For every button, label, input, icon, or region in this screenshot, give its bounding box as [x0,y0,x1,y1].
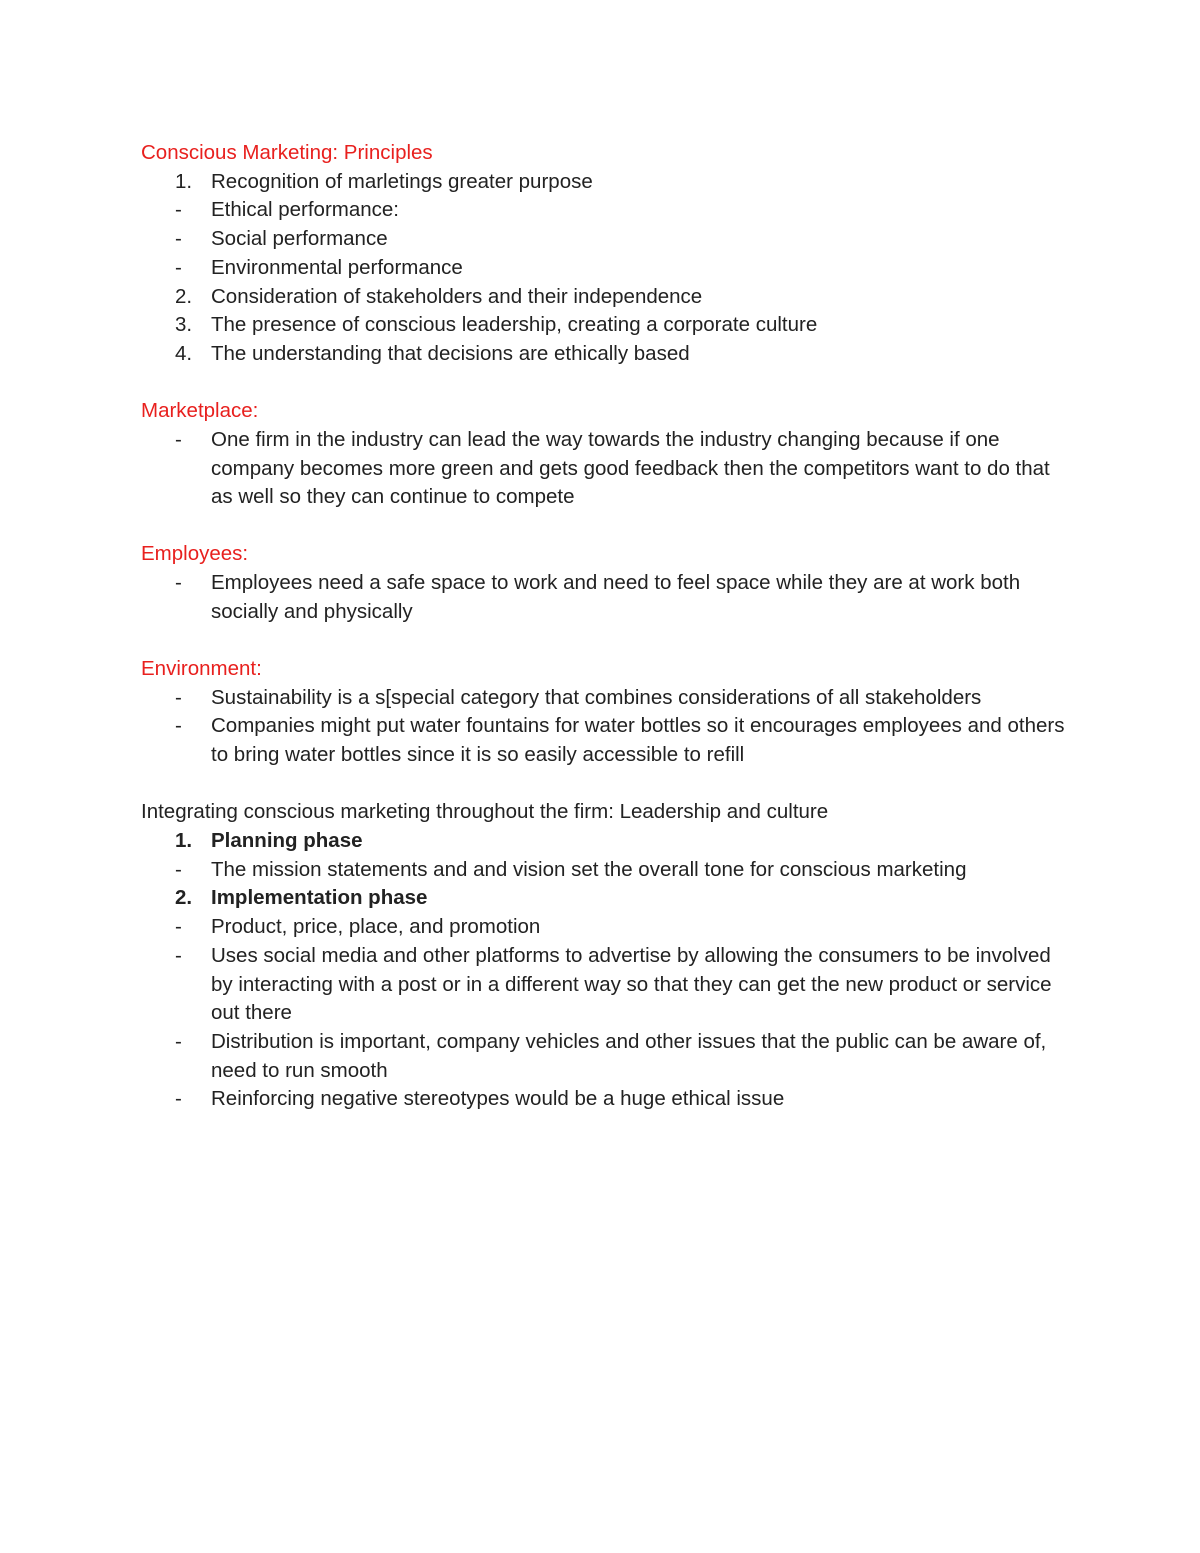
list-marker: - [175,427,182,451]
spacer [141,369,1071,398]
list-item [141,942,1071,1028]
list-item-text: Reinforcing negative stereotypes would be a huge ethical issue [211,1087,785,1111]
list-item-text: Implementation phase [211,886,428,910]
list-item [141,684,1071,713]
list-item [141,856,1071,885]
list-item-text: Sustainability is a s[special category that combines considerations of all stakeholders [211,685,982,709]
list-item-text: One firm in the industry can lead the way towards the industry changing because if one company becomes more green and gets good feedback then the competitors want to do that as well so they can continue to compete [211,427,1050,509]
list-marker: - [175,685,182,709]
list-item [141,168,1071,197]
section-principles [141,139,1071,369]
list-marker: 4. [175,341,193,365]
list-item-text: Employees need a safe space to work and need to feel space while they are at work both socially and physically [211,571,1021,623]
spacer [141,627,1071,656]
list-marker: - [175,255,182,279]
list-marker: - [175,915,182,939]
list-item-text: Planning phase [211,829,363,853]
list-item-text: The mission statements and and vision set the overall tone for conscious marketing [211,857,967,881]
list-marker: 2. [175,284,193,308]
list-item [141,283,1071,312]
document-page [141,139,1071,1114]
list-item-text: Environmental performance [211,255,463,279]
list-marker: - [175,714,182,738]
list-item [141,426,1071,512]
list-item-text: Distribution is important, company vehicles and other issues that the public can be aware of, need to run smooth [211,1029,1047,1082]
list-item [141,884,1071,913]
list-marker: - [175,1029,182,1053]
section-integrating [141,798,1071,1114]
list-item [141,254,1071,283]
list-item [141,1085,1071,1114]
list-marker: 2. [175,886,193,910]
list-marker: - [175,1087,182,1111]
section-heading: Employees: [141,542,249,566]
section-marketplace [141,397,1071,512]
list-marker: - [175,227,182,251]
section-heading: Marketplace: [141,399,259,423]
list-item-text: Companies might put water fountains for water bottles so it encourages employees and others to bring water bottles since it is so easily accessible to refill [211,714,1065,767]
list-item [141,1028,1071,1085]
list-marker: - [175,943,182,967]
list-item-text: Consideration of stakeholders and their independence [211,284,703,308]
spacer [141,512,1071,541]
list-item [141,340,1071,369]
list-item [141,225,1071,254]
list-marker: - [175,857,182,881]
list-item-text: Uses social media and other platforms to advertise by allowing the consumers to be involved by interacting with a post or in a different way so that they can get the new product or service out there [211,943,1052,1025]
list-item-text: Ethical performance: [211,198,400,222]
section-environment [141,655,1071,770]
section-employees [141,540,1071,626]
spacer [141,770,1071,799]
list-item-text: Product, price, place, and promotion [211,915,541,939]
list-marker: - [175,571,182,595]
section-heading: Environment: [141,657,262,681]
list-marker: 3. [175,313,193,337]
list-item [141,311,1071,340]
list-item [141,196,1071,225]
list-item-text: The understanding that decisions are ethically based [211,341,690,365]
list-item-text: Social performance [211,227,388,251]
section-heading: Integrating conscious marketing throughout the firm: Leadership and culture [141,800,829,824]
list-item [141,827,1071,856]
list-marker: - [175,198,182,222]
list-item [141,569,1071,626]
list-marker: 1. [175,169,193,193]
section-heading: Conscious Marketing: Principles [141,141,433,164]
list-item-text: The presence of conscious leadership, creating a corporate culture [211,313,818,337]
list-marker: 1. [175,829,193,853]
list-item [141,913,1071,942]
list-item-text: Recognition of marletings greater purpose [211,169,593,193]
list-item [141,712,1071,769]
